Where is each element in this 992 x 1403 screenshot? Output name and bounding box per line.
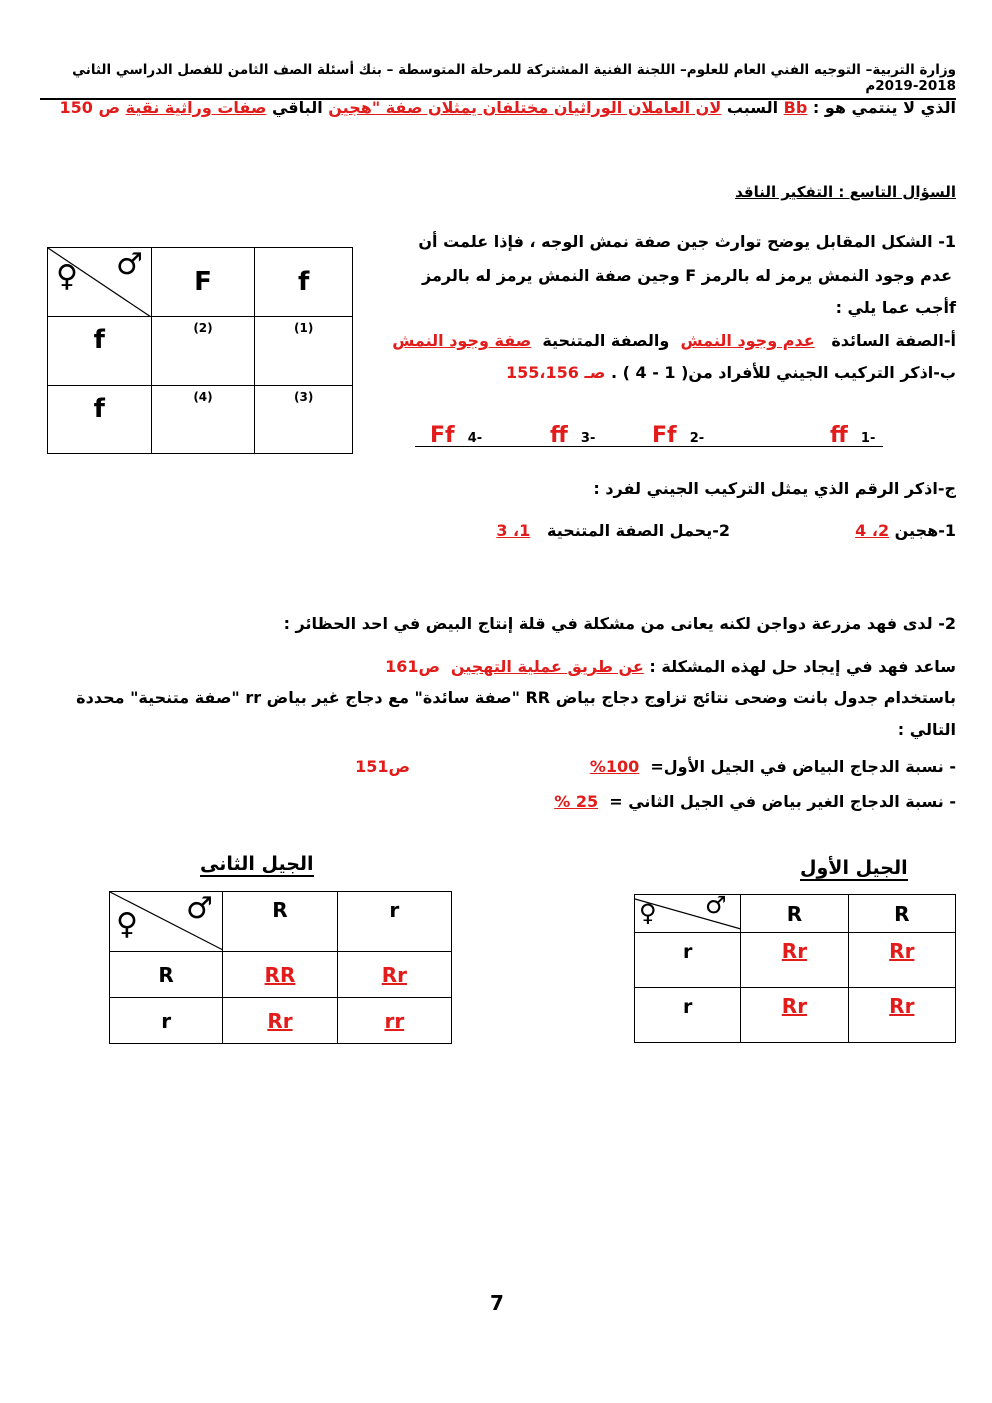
page-number: 7 — [490, 1291, 504, 1315]
gen2-punnett-square — [109, 891, 452, 1044]
cell-1 — [255, 317, 353, 386]
q1-a-rec-label: والصفة المتنحية — [542, 331, 670, 350]
q2-p2 — [554, 792, 956, 811]
prev-cause: السبب — [726, 98, 779, 117]
q1-b-line — [506, 363, 956, 382]
q2-help-line — [451, 657, 956, 676]
q2-p2-value: 25 % — [554, 792, 599, 811]
cell-4 — [151, 386, 255, 454]
genotype-3-num: 3- — [580, 431, 596, 446]
q2-p1-page — [355, 757, 410, 776]
q1-line1: 1- الشكل المقابل يوضح توارث جين صفة نمش الوجه ، فإذا علمت أن — [418, 232, 956, 251]
cell-3-label: (3) — [293, 390, 314, 404]
q1-b-label: ب-اذكر التركيب الجيني للأفراد من( 1 - 4 ) . — [610, 363, 956, 382]
q9-title: السؤال التاسع : التفكير الناقد — [735, 183, 956, 201]
q1-c2-label: 2-يحمل الصفة المتنحية — [547, 521, 730, 540]
gen1-cell-2-1 — [741, 988, 848, 1043]
prev-reason: لان العاملان الوراثيان مختلفان يمثلان صفة "هجين — [328, 98, 722, 117]
q2-help-page — [385, 657, 440, 676]
genotype-3 — [550, 423, 595, 448]
cell-4-label: (4) — [193, 390, 213, 404]
row-header-2: f — [48, 386, 152, 454]
gen2-male-icon: ♂ — [186, 891, 213, 926]
cell-1-label: (1) — [293, 321, 314, 335]
genotype-4-num: 4- — [467, 431, 483, 446]
gen1-cell-2-1-value: Rr — [781, 994, 808, 1018]
gen2-cell-2-1 — [223, 998, 337, 1044]
genotype-2-value: Ff — [652, 423, 677, 448]
gen1-col-2: R — [848, 895, 955, 933]
genotype-1-num: 1- — [860, 431, 876, 446]
cell-2 — [151, 317, 255, 386]
prev-rest: الباقي — [271, 98, 323, 117]
gen2-title: الجيل الثانى — [200, 853, 314, 875]
gen1-cell-1-2 — [848, 933, 955, 988]
q1-a-recessive: صفة وجود النمش — [392, 331, 532, 350]
gen1-male-icon: ♂ — [705, 891, 727, 919]
gen1-female-icon: ♀ — [639, 899, 657, 927]
gen1-symbol-cell — [635, 891, 741, 933]
male-symbol-icon: ♂ — [116, 247, 143, 282]
gen2-col-2: r — [337, 892, 451, 952]
col-header-F: F — [151, 248, 255, 317]
q2-help-page-value: ص161 — [385, 657, 440, 676]
genotype-4-value: Ff — [430, 423, 455, 448]
gen1-cell-1-1-value: Rr — [781, 939, 808, 963]
gen2-row-2: r — [110, 998, 223, 1044]
q2-help-answer: عن طريق عملية التهجين — [450, 657, 644, 676]
gen2-cell-1-1-value: RR — [264, 962, 296, 987]
cell-3 — [255, 386, 353, 454]
genotype-1 — [830, 423, 875, 448]
gen2-cell-1-2 — [337, 952, 451, 998]
genotype-2-num: 2- — [689, 431, 705, 446]
previous-answer-line — [59, 98, 956, 117]
prev-pure: صفات وراثية نقية — [125, 98, 267, 117]
gen1-cell-1-2-value: Rr — [889, 939, 915, 963]
page-header: وزارة التربية– التوجيه الفني العام للعلوم– اللجنة الفنية المشتركة للمرحلة المتوسطة – بنك أسئلة الصف الثامن للفصل الدراسي الثاني 2018-2019م — [40, 62, 956, 100]
gen2-cell-2-2-value: rr — [384, 1008, 405, 1033]
freckles-punnett-square — [47, 247, 353, 454]
prev-answer: Bb — [783, 98, 808, 117]
gen2-cell-2-2 — [337, 998, 451, 1044]
cell-2-label: (2) — [193, 321, 213, 335]
q2-line4: التالي : — [897, 720, 956, 739]
gen2-cell-2-1-value: Rr — [267, 1008, 293, 1033]
genotype-2 — [652, 423, 704, 448]
q1-line2: عدم وجود النمش يرمز له بالرمز F وجين صفة النمش يرمز له بالرمز — [422, 266, 952, 285]
q2-line1: 2- لدى فهد مزرعة دواجن لكنه يعانى من مشكلة في قلة إنتاج البيض في احد الحظائر : — [283, 614, 956, 633]
q1-c2-value: 1، 3 — [496, 521, 531, 540]
q1-line3: fأجب عما يلي : — [835, 298, 956, 317]
sex-symbol-cell — [48, 248, 152, 317]
genotype-4 — [430, 423, 482, 448]
q2-p1-page-value: ص151 — [355, 757, 410, 776]
gen1-cell-2-2-value: Rr — [889, 994, 915, 1018]
gen1-cell-2-2 — [848, 988, 955, 1043]
col-header-f: f — [255, 248, 353, 317]
q2-help-label: ساعد فهد في إيجاد حل لهذه المشكلة : — [649, 657, 956, 676]
gen1-row-2: r — [635, 988, 741, 1043]
gen1-title: الجيل الأول — [800, 857, 908, 879]
gen2-cell-1-2-value: Rr — [381, 962, 407, 987]
q1-a-line — [392, 331, 956, 350]
q1-a-dominant: عدم وجود النمش — [680, 331, 815, 350]
q2-p1-label: - نسبة الدجاج البياض في الجيل الأول= — [650, 757, 956, 776]
q2-line3: باستخدام جدول بانت وضحى نتائج تزاوج دجاج بياض RR "صفة سائدة" مع دجاج غير بياض rr "صفة متنحية" محددة — [76, 688, 956, 707]
q2-p1-value: 100% — [589, 757, 640, 776]
q1-a-label: أ-الصفة السائدة — [831, 331, 956, 350]
gen1-col-1: R — [741, 895, 848, 933]
female-symbol-icon: ♀ — [56, 259, 78, 294]
gen1-punnett-square — [634, 891, 956, 1043]
gen1-cell-1-1 — [741, 933, 848, 988]
q2-p1 — [590, 757, 956, 776]
q1-c1-value: 2، 4 — [855, 521, 890, 540]
prev-page: ص 150 — [59, 98, 120, 117]
gen2-female-icon: ♀ — [116, 907, 138, 942]
genotype-underline — [415, 446, 883, 447]
q1-c-label: ج-اذكر الرقم الذي يمثل التركيب الجيني لفرد : — [593, 479, 956, 498]
gen2-cell-1-1 — [223, 952, 337, 998]
gen2-symbol-cell — [110, 892, 223, 952]
q1-c1-label: 1-هجين — [894, 521, 956, 540]
q1-c2 — [496, 521, 730, 540]
q1-c1 — [855, 521, 956, 540]
genotype-3-value: ff — [550, 423, 568, 448]
gen2-row-1: R — [110, 952, 223, 998]
gen2-col-1: R — [223, 892, 337, 952]
gen1-row-1: r — [635, 933, 741, 988]
genotype-1-value: ff — [830, 423, 848, 448]
q1-b-page: صـ 155،156 — [506, 363, 606, 382]
q2-p2-label: - نسبة الدجاج الغير بياض في الجيل الثاني = — [609, 792, 956, 811]
prev-prefix: الذي لا ينتمي هو : — [812, 98, 956, 117]
row-header-1: f — [48, 317, 152, 386]
